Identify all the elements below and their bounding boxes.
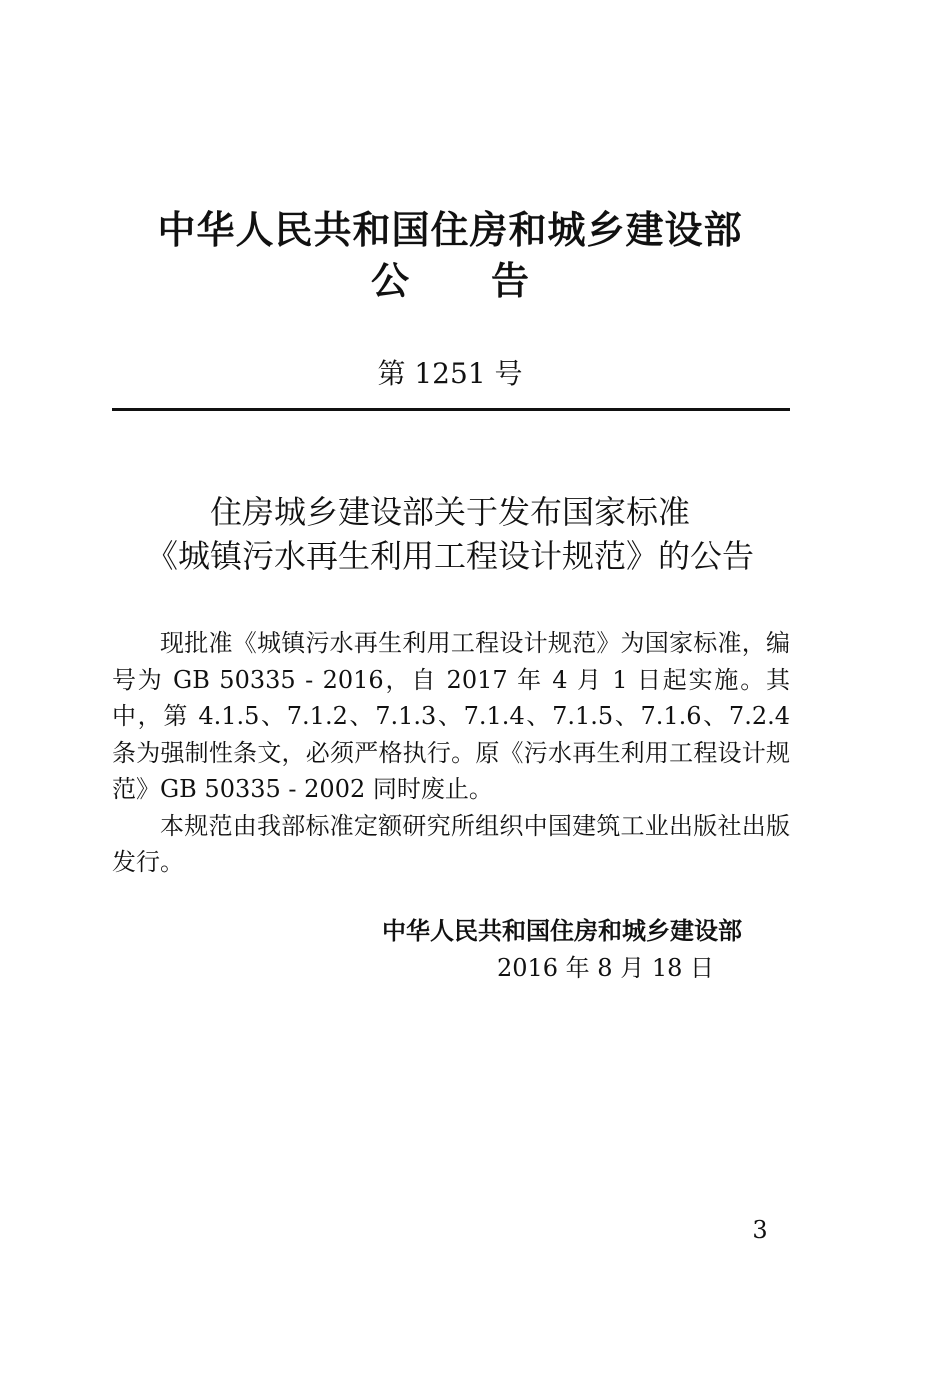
- signature-organization: 中华人民共和国住房和城乡建设部: [382, 917, 742, 945]
- notice-heading: [0, 256, 900, 306]
- page-number: 3: [752, 1216, 768, 1244]
- body-paragraph-2: 本规范由我部标准定额研究所组织中国建筑工业出版社出版发行。: [112, 811, 790, 876]
- issuer-title: 中华人民共和国住房和城乡建设部: [157, 208, 743, 252]
- body-paragraph-1: 现批准《城镇污水再生利用工程设计规范》为国家标准，编号为 GB 50335 - 2016，自 2017 年 4 月 1 日起实施。其中，第 4.1.5、7.1.2、7.1.3、7.1.4、7.1.5、7.1.6、7.2.4 条为强制性条文，必须严格执行。原《污水再生利用工程设计规范》GB 50335 - 2002 同时废止。: [112, 629, 790, 803]
- header-divider: [112, 408, 790, 411]
- signature-date: 2016 年 8 月 18 日: [496, 954, 714, 982]
- notice-heading-char-2: 告: [491, 259, 530, 303]
- notice-body: [112, 625, 790, 881]
- notice-subject-line-1: 住房城乡建设部关于发布国家标准: [209, 493, 690, 531]
- notice-subject: [0, 490, 900, 578]
- notice-heading-char-1: 公: [370, 259, 409, 303]
- notice-subject-line-2: 《城镇污水再生利用工程设计规范》的公告: [145, 537, 754, 575]
- notice-number: 第 1251 号: [377, 357, 523, 390]
